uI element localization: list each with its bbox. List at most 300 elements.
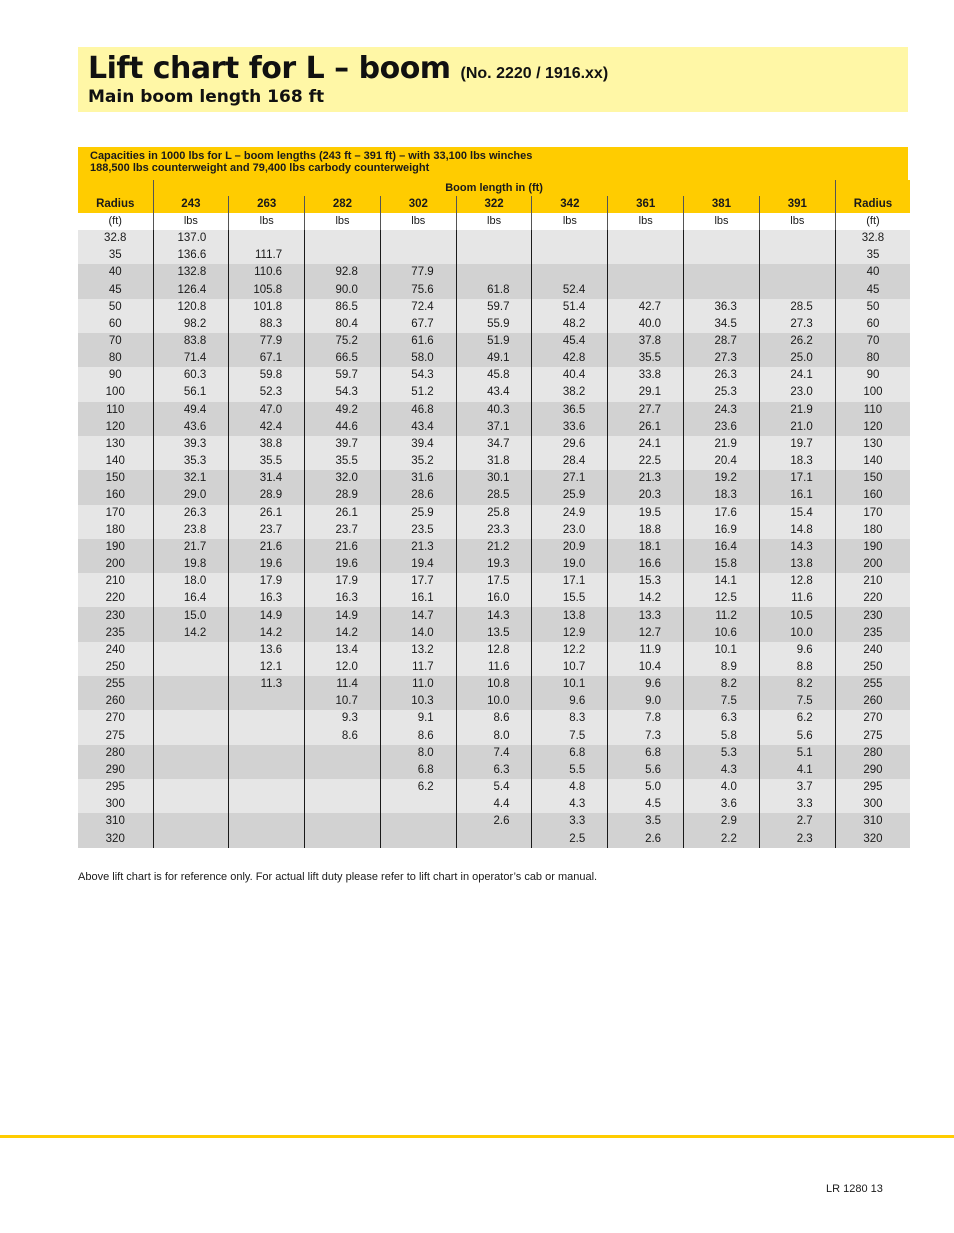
capacity-cell xyxy=(380,796,456,813)
capacity-cell xyxy=(305,796,381,813)
radius-cell: 150 xyxy=(78,470,153,487)
table-row xyxy=(78,693,910,710)
capacity-cell xyxy=(380,247,456,264)
capacity-cell: 14.3 xyxy=(759,539,835,556)
capacity-cell: 4.1 xyxy=(759,762,835,779)
radius-cell-right: 60 xyxy=(835,316,910,333)
unit-lbs: lbs xyxy=(229,213,305,230)
capacity-cell: 12.9 xyxy=(532,625,608,642)
capacity-cell: 17.5 xyxy=(456,573,532,590)
table-row xyxy=(78,487,910,504)
capacity-cell: 10.8 xyxy=(456,676,532,693)
radius-cell: 40 xyxy=(78,264,153,281)
capacity-cell xyxy=(532,230,608,247)
capacity-cell: 26.1 xyxy=(305,505,381,522)
capacity-cell: 35.2 xyxy=(380,453,456,470)
radius-cell: 295 xyxy=(78,779,153,796)
table-row xyxy=(78,710,910,727)
capacity-cell: 21.2 xyxy=(456,539,532,556)
capacity-cell xyxy=(229,762,305,779)
capacity-cell: 19.6 xyxy=(305,556,381,573)
capacity-cell: 21.7 xyxy=(153,539,229,556)
radius-cell: 80 xyxy=(78,350,153,367)
lift-chart-table xyxy=(78,180,910,848)
capacity-cell: 26.1 xyxy=(608,419,684,436)
capacity-cell xyxy=(305,745,381,762)
capacity-cell: 16.9 xyxy=(684,522,760,539)
capacity-cell: 23.7 xyxy=(229,522,305,539)
model-code: (No. 2220 / 1916.xx) xyxy=(460,65,609,82)
capacity-cell: 9.6 xyxy=(759,642,835,659)
capacity-cell: 28.4 xyxy=(532,453,608,470)
radius-cell: 160 xyxy=(78,487,153,504)
capacity-cell: 54.3 xyxy=(305,384,381,401)
capacity-cell: 67.1 xyxy=(229,350,305,367)
capacity-cell xyxy=(153,642,229,659)
capacity-cell: 39.7 xyxy=(305,436,381,453)
capacity-cell: 4.5 xyxy=(608,796,684,813)
radius-cell-right: 50 xyxy=(835,299,910,316)
capacity-cell: 11.9 xyxy=(608,642,684,659)
radius-cell-right: 290 xyxy=(835,762,910,779)
capacity-cell: 8.0 xyxy=(380,745,456,762)
capacity-cell: 23.7 xyxy=(305,522,381,539)
radius-cell-right: 320 xyxy=(835,830,910,847)
capacity-cell: 45.8 xyxy=(456,367,532,384)
capacity-cell: 32.0 xyxy=(305,470,381,487)
capacity-cell xyxy=(305,762,381,779)
capacity-cell xyxy=(153,710,229,727)
capacity-cell: 3.3 xyxy=(532,813,608,830)
capacity-cell: 4.3 xyxy=(532,796,608,813)
capacity-cell xyxy=(684,264,760,281)
capacity-cell xyxy=(305,830,381,847)
table-row xyxy=(78,470,910,487)
capacity-cell xyxy=(759,230,835,247)
capacity-cell: 33.6 xyxy=(532,419,608,436)
radius-cell: 180 xyxy=(78,522,153,539)
capacity-cell xyxy=(380,813,456,830)
capacity-cell: 7.5 xyxy=(759,693,835,710)
capacity-cell: 20.3 xyxy=(608,487,684,504)
radius-cell: 100 xyxy=(78,384,153,401)
capacity-cell: 110.6 xyxy=(229,264,305,281)
capacity-cell: 9.6 xyxy=(532,693,608,710)
boom-length-302: 302 xyxy=(380,196,456,213)
radius-cell: 170 xyxy=(78,505,153,522)
capacity-cell: 23.3 xyxy=(456,522,532,539)
capacity-cell: 10.0 xyxy=(759,625,835,642)
capacity-cell: 28.6 xyxy=(380,487,456,504)
capacity-cell: 67.7 xyxy=(380,316,456,333)
radius-cell-right: 295 xyxy=(835,779,910,796)
radius-cell: 190 xyxy=(78,539,153,556)
capacity-cell: 6.2 xyxy=(380,779,456,796)
radius-cell: 110 xyxy=(78,402,153,419)
capacity-cell: 11.6 xyxy=(759,590,835,607)
unit-lbs: lbs xyxy=(380,213,456,230)
capacity-cell: 28.7 xyxy=(684,333,760,350)
table-row xyxy=(78,505,910,522)
capacity-cell: 27.1 xyxy=(532,470,608,487)
capacity-cell xyxy=(229,796,305,813)
table-row xyxy=(78,573,910,590)
capacity-cell: 24.3 xyxy=(684,402,760,419)
boom-length-361: 361 xyxy=(608,196,684,213)
capacity-cell xyxy=(380,230,456,247)
radius-unit: (ft) xyxy=(78,213,153,230)
capacity-cell: 4.8 xyxy=(532,779,608,796)
unit-lbs: lbs xyxy=(608,213,684,230)
capacity-cell xyxy=(229,830,305,847)
capacity-cell: 28.9 xyxy=(305,487,381,504)
capacity-cell: 16.1 xyxy=(759,487,835,504)
capacity-cell xyxy=(532,247,608,264)
capacity-cell xyxy=(229,710,305,727)
radius-cell: 290 xyxy=(78,762,153,779)
capacity-cell: 2.9 xyxy=(684,813,760,830)
radius-cell: 60 xyxy=(78,316,153,333)
capacity-cell: 15.5 xyxy=(532,590,608,607)
capacity-cell: 23.5 xyxy=(380,522,456,539)
capacity-cell: 35.3 xyxy=(153,453,229,470)
capacity-cell: 59.7 xyxy=(305,367,381,384)
capacity-cell: 21.0 xyxy=(759,419,835,436)
page-subtitle: Main boom length 168 ft xyxy=(88,87,325,107)
capacity-cell: 2.6 xyxy=(608,830,684,847)
radius-cell-right: 190 xyxy=(835,539,910,556)
capacity-cell: 21.9 xyxy=(759,402,835,419)
radius-cell-right: 140 xyxy=(835,453,910,470)
capacity-cell xyxy=(608,281,684,298)
table-row xyxy=(78,419,910,436)
capacity-cell: 12.0 xyxy=(305,659,381,676)
capacity-cell: 5.6 xyxy=(608,762,684,779)
capacity-cell xyxy=(153,676,229,693)
capacity-cell: 15.4 xyxy=(759,505,835,522)
capacity-cell: 19.0 xyxy=(532,556,608,573)
table-row xyxy=(78,453,910,470)
radius-cell-right: 40 xyxy=(835,264,910,281)
capacity-cell: 19.6 xyxy=(229,556,305,573)
capacity-cell: 7.4 xyxy=(456,745,532,762)
capacity-cell: 14.0 xyxy=(380,625,456,642)
capacity-cell: 6.8 xyxy=(608,745,684,762)
capacity-cell: 86.5 xyxy=(305,299,381,316)
radius-cell: 255 xyxy=(78,676,153,693)
table-row xyxy=(78,522,910,539)
capacity-cell: 36.5 xyxy=(532,402,608,419)
capacity-cell: 23.0 xyxy=(532,522,608,539)
capacity-cell: 120.8 xyxy=(153,299,229,316)
capacity-cell xyxy=(456,264,532,281)
table-row xyxy=(78,607,910,624)
capacity-cell: 92.8 xyxy=(305,264,381,281)
capacity-cell: 23.6 xyxy=(684,419,760,436)
radius-cell: 260 xyxy=(78,693,153,710)
capacity-cell: 10.1 xyxy=(684,642,760,659)
radius-cell-right: 120 xyxy=(835,419,910,436)
capacity-cell: 11.4 xyxy=(305,676,381,693)
radius-cell-right: 80 xyxy=(835,350,910,367)
capacity-cell: 42.7 xyxy=(608,299,684,316)
unit-lbs: lbs xyxy=(759,213,835,230)
table-row xyxy=(78,556,910,573)
capacity-cell: 19.5 xyxy=(608,505,684,522)
capacity-cell: 14.2 xyxy=(608,590,684,607)
capacity-cell: 17.1 xyxy=(532,573,608,590)
capacity-cell: 4.3 xyxy=(684,762,760,779)
capacity-cell: 22.5 xyxy=(608,453,684,470)
table-row xyxy=(78,402,910,419)
capacity-cell: 11.7 xyxy=(380,659,456,676)
caption-line-1: Capacities in 1000 lbs for L – boom lengths (243 ft – 391 ft) – with 33,100 lbs winches xyxy=(90,150,533,162)
capacity-cell: 5.6 xyxy=(759,728,835,745)
capacity-cell: 72.4 xyxy=(380,299,456,316)
radius-cell-right: 250 xyxy=(835,659,910,676)
radius-cell-right: 280 xyxy=(835,745,910,762)
capacity-cell: 10.7 xyxy=(532,659,608,676)
capacity-cell: 83.8 xyxy=(153,333,229,350)
capacity-cell: 35.5 xyxy=(305,453,381,470)
table-row xyxy=(78,728,910,745)
radius-cell: 50 xyxy=(78,299,153,316)
table-row xyxy=(78,813,910,830)
header-row-units xyxy=(78,213,910,230)
capacity-cell: 15.8 xyxy=(684,556,760,573)
capacity-cell: 8.9 xyxy=(684,659,760,676)
table-row xyxy=(78,539,910,556)
boom-length-391: 391 xyxy=(759,196,835,213)
capacity-cell: 2.6 xyxy=(456,813,532,830)
capacity-cell: 11.2 xyxy=(684,607,760,624)
disclaimer-note: Above lift chart is for reference only. For actual lift duty please refer to lift chart in operator’s cab or manual. xyxy=(78,871,598,883)
capacity-cell: 5.0 xyxy=(608,779,684,796)
capacity-cell: 2.3 xyxy=(759,830,835,847)
capacity-cell: 23.8 xyxy=(153,522,229,539)
table-row xyxy=(78,350,910,367)
capacity-cell: 21.9 xyxy=(684,436,760,453)
capacity-cell xyxy=(759,264,835,281)
table-row xyxy=(78,316,910,333)
capacity-cell xyxy=(759,247,835,264)
capacity-cell: 13.5 xyxy=(456,625,532,642)
capacity-cell: 18.0 xyxy=(153,573,229,590)
table-caption xyxy=(78,147,908,180)
capacity-cell: 132.8 xyxy=(153,264,229,281)
capacity-cell: 25.0 xyxy=(759,350,835,367)
capacity-cell: 6.8 xyxy=(532,745,608,762)
footer-rule xyxy=(0,1135,954,1138)
capacity-cell: 17.1 xyxy=(759,470,835,487)
capacity-cell: 137.0 xyxy=(153,230,229,247)
capacity-cell: 51.9 xyxy=(456,333,532,350)
boom-length-header: Boom length in (ft) xyxy=(153,180,835,196)
boom-length-342: 342 xyxy=(532,196,608,213)
table-row xyxy=(78,590,910,607)
table-row xyxy=(78,745,910,762)
radius-cell: 200 xyxy=(78,556,153,573)
capacity-cell: 40.3 xyxy=(456,402,532,419)
capacity-cell: 88.3 xyxy=(229,316,305,333)
boom-length-381: 381 xyxy=(684,196,760,213)
capacity-cell: 14.2 xyxy=(229,625,305,642)
capacity-cell: 14.9 xyxy=(305,607,381,624)
capacity-cell: 14.2 xyxy=(305,625,381,642)
boom-length-322: 322 xyxy=(456,196,532,213)
capacity-cell: 38.2 xyxy=(532,384,608,401)
radius-header: Radius xyxy=(78,196,153,213)
capacity-cell: 16.3 xyxy=(229,590,305,607)
capacity-cell: 44.6 xyxy=(305,419,381,436)
capacity-cell: 35.5 xyxy=(608,350,684,367)
capacity-cell: 126.4 xyxy=(153,281,229,298)
radius-cell: 45 xyxy=(78,281,153,298)
capacity-cell: 4.0 xyxy=(684,779,760,796)
capacity-cell xyxy=(305,779,381,796)
capacity-cell: 17.9 xyxy=(229,573,305,590)
capacity-cell: 16.6 xyxy=(608,556,684,573)
capacity-cell: 24.9 xyxy=(532,505,608,522)
capacity-cell: 6.3 xyxy=(456,762,532,779)
capacity-cell: 21.3 xyxy=(608,470,684,487)
capacity-cell: 8.6 xyxy=(456,710,532,727)
capacity-cell xyxy=(153,693,229,710)
capacity-cell: 61.8 xyxy=(456,281,532,298)
capacity-cell: 34.5 xyxy=(684,316,760,333)
capacity-cell: 5.5 xyxy=(532,762,608,779)
unit-lbs: lbs xyxy=(456,213,532,230)
capacity-cell: 11.3 xyxy=(229,676,305,693)
table-row xyxy=(78,230,910,247)
capacity-cell: 35.5 xyxy=(229,453,305,470)
capacity-cell: 37.8 xyxy=(608,333,684,350)
capacity-cell: 8.6 xyxy=(305,728,381,745)
capacity-cell: 10.0 xyxy=(456,693,532,710)
capacity-cell xyxy=(684,281,760,298)
capacity-cell: 105.8 xyxy=(229,281,305,298)
capacity-cell xyxy=(456,830,532,847)
radius-cell: 240 xyxy=(78,642,153,659)
radius-cell-right: 32.8 xyxy=(835,230,910,247)
capacity-cell: 5.4 xyxy=(456,779,532,796)
capacity-cell xyxy=(153,813,229,830)
capacity-cell: 10.4 xyxy=(608,659,684,676)
radius-cell-right: 35 xyxy=(835,247,910,264)
radius-cell-right: 200 xyxy=(835,556,910,573)
capacity-cell xyxy=(153,762,229,779)
capacity-cell: 29.0 xyxy=(153,487,229,504)
capacity-cell: 3.5 xyxy=(608,813,684,830)
capacity-cell xyxy=(305,247,381,264)
capacity-cell: 4.4 xyxy=(456,796,532,813)
capacity-cell: 136.6 xyxy=(153,247,229,264)
capacity-cell xyxy=(229,779,305,796)
capacity-cell xyxy=(229,745,305,762)
capacity-cell: 56.1 xyxy=(153,384,229,401)
capacity-cell: 13.8 xyxy=(759,556,835,573)
capacity-cell: 3.6 xyxy=(684,796,760,813)
radius-cell-right: 160 xyxy=(835,487,910,504)
radius-cell: 275 xyxy=(78,728,153,745)
radius-cell-right: 270 xyxy=(835,710,910,727)
capacity-cell: 49.2 xyxy=(305,402,381,419)
capacity-cell xyxy=(229,728,305,745)
radius-cell-right: 130 xyxy=(835,436,910,453)
capacity-cell: 51.4 xyxy=(532,299,608,316)
capacity-cell: 29.1 xyxy=(608,384,684,401)
radius-cell: 235 xyxy=(78,625,153,642)
capacity-cell: 2.2 xyxy=(684,830,760,847)
capacity-cell: 77.9 xyxy=(229,333,305,350)
radius-cell-right: 220 xyxy=(835,590,910,607)
capacity-cell xyxy=(684,247,760,264)
capacity-cell: 2.5 xyxy=(532,830,608,847)
capacity-cell: 61.6 xyxy=(380,333,456,350)
capacity-cell: 14.3 xyxy=(456,607,532,624)
capacity-cell: 27.3 xyxy=(759,316,835,333)
radius-cell-right: 310 xyxy=(835,813,910,830)
capacity-cell: 52.3 xyxy=(229,384,305,401)
capacity-cell: 42.4 xyxy=(229,419,305,436)
capacity-cell: 52.4 xyxy=(532,281,608,298)
radius-cell: 210 xyxy=(78,573,153,590)
capacity-cell: 11.6 xyxy=(456,659,532,676)
capacity-cell: 40.0 xyxy=(608,316,684,333)
capacity-cell: 17.7 xyxy=(380,573,456,590)
capacity-cell: 16.4 xyxy=(684,539,760,556)
radius-cell-right: 45 xyxy=(835,281,910,298)
radius-cell-right: 210 xyxy=(835,573,910,590)
capacity-cell: 5.8 xyxy=(684,728,760,745)
capacity-cell: 60.3 xyxy=(153,367,229,384)
capacity-cell: 25.3 xyxy=(684,384,760,401)
capacity-cell: 14.8 xyxy=(759,522,835,539)
radius-cell-right: 110 xyxy=(835,402,910,419)
capacity-cell: 25.9 xyxy=(532,487,608,504)
capacity-cell: 66.5 xyxy=(305,350,381,367)
capacity-cell: 90.0 xyxy=(305,281,381,298)
capacity-cell: 54.3 xyxy=(380,367,456,384)
capacity-cell: 8.2 xyxy=(684,676,760,693)
table-row xyxy=(78,247,910,264)
radius-cell: 70 xyxy=(78,333,153,350)
radius-cell: 90 xyxy=(78,367,153,384)
capacity-cell: 49.1 xyxy=(456,350,532,367)
capacity-cell: 51.2 xyxy=(380,384,456,401)
capacity-cell: 10.3 xyxy=(380,693,456,710)
radius-cell: 130 xyxy=(78,436,153,453)
header-row-boom-length xyxy=(78,180,910,196)
capacity-cell: 14.7 xyxy=(380,607,456,624)
capacity-cell: 43.6 xyxy=(153,419,229,436)
radius-cell-right: 70 xyxy=(835,333,910,350)
radius-cell-right: 150 xyxy=(835,470,910,487)
capacity-cell: 77.9 xyxy=(380,264,456,281)
capacity-cell: 75.2 xyxy=(305,333,381,350)
capacity-cell: 23.0 xyxy=(759,384,835,401)
radius-cell: 220 xyxy=(78,590,153,607)
boom-length-263: 263 xyxy=(229,196,305,213)
capacity-cell: 29.6 xyxy=(532,436,608,453)
title-text: Lift chart for L – boom xyxy=(88,51,451,86)
radius-cell: 32.8 xyxy=(78,230,153,247)
capacity-cell: 12.7 xyxy=(608,625,684,642)
capacity-cell: 5.3 xyxy=(684,745,760,762)
table-row xyxy=(78,796,910,813)
capacity-cell: 18.8 xyxy=(608,522,684,539)
capacity-cell xyxy=(380,830,456,847)
